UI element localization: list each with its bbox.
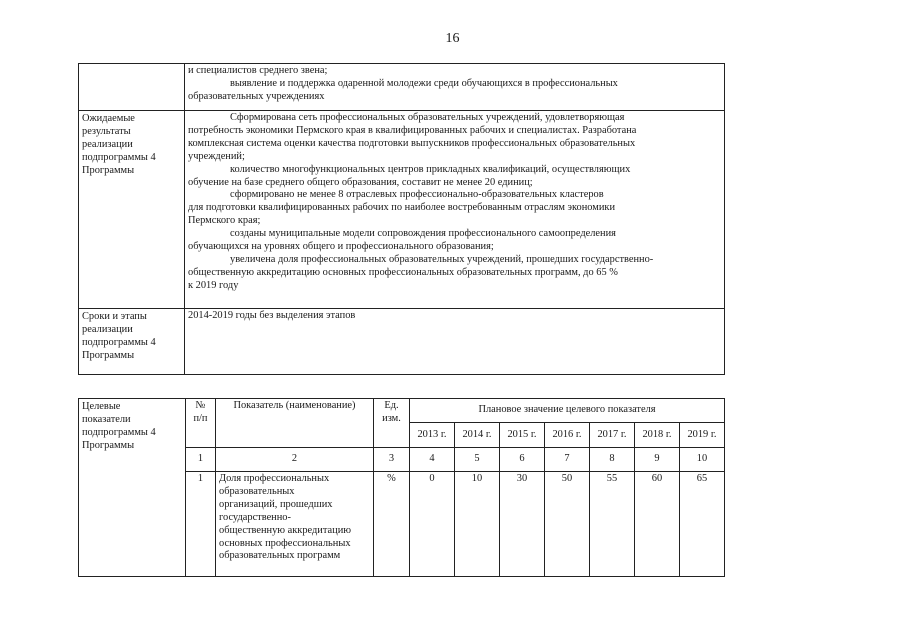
indicator-name <box>216 472 374 577</box>
unit-value: % <box>374 472 410 577</box>
indicator-line: образовательных <box>219 485 295 497</box>
column-number: 7 <box>545 448 590 472</box>
column-number: 3 <box>374 448 410 472</box>
expected-results-content <box>185 111 725 309</box>
column-number: 8 <box>590 448 635 472</box>
paragraph-line: к 2019 году <box>188 279 239 291</box>
paragraph-line: потребность экономики Пермского края в квалифицированных рабочих и специалистах. Разработана <box>188 124 637 136</box>
year-header: 2018 г. <box>635 423 680 448</box>
paragraph-line: выявление и поддержка одаренной молодежи среди обучающихся в профессиональных <box>230 77 618 89</box>
header-line: № <box>195 400 206 411</box>
paragraph-line: созданы муниципальные модели сопровождения профессионального самоопределения <box>230 228 616 240</box>
header-line: п/п <box>193 412 208 424</box>
header-line: изм. <box>382 412 401 424</box>
indicator-line: Доля профессиональных <box>219 473 330 484</box>
indicator-line: общественную аккредитацию <box>219 524 352 536</box>
header-num <box>186 399 216 448</box>
target-indicators-table <box>78 398 725 577</box>
indicator-line: образовательных программ <box>219 550 341 562</box>
paragraph-line: Пермского края; <box>188 215 261 227</box>
planned-value: 30 <box>500 472 545 577</box>
planned-value: 55 <box>590 472 635 577</box>
header-indicator: Показатель (наименование) <box>216 399 374 448</box>
paragraph-line: учреждений; <box>188 150 245 162</box>
planned-value: 65 <box>680 472 725 577</box>
paragraph-line: Сформирована сеть профессиональных образовательных учреждений, удовлетворяющая <box>230 112 625 123</box>
indicator-line: организаций, прошедших <box>219 498 333 510</box>
row-label-line: Целевые <box>82 401 121 412</box>
row-label-line: Программы <box>82 349 135 361</box>
year-header: 2014 г. <box>455 423 500 448</box>
paragraph-line: 2014-2019 годы без выделения этапов <box>188 310 356 321</box>
indicator-line: государственно- <box>219 511 291 523</box>
paragraph-line: образовательных учреждениях <box>188 90 325 102</box>
row-content-cell <box>185 64 725 111</box>
planned-value: 10 <box>455 472 500 577</box>
row-label-line: Программы <box>82 164 135 176</box>
column-number: 4 <box>410 448 455 472</box>
row-label-line: результаты <box>82 125 131 137</box>
paragraph-line: увеличена доля профессиональных образовательных учреждений, прошедших государственно- <box>230 253 654 265</box>
table-row <box>79 309 725 375</box>
row-label-line: Сроки и этапы <box>82 311 147 322</box>
row-label-line: реализации <box>82 138 133 150</box>
paragraph-line: для подготовки квалифицированных рабочих по наиболее востребованным отраслям экономики <box>188 202 616 214</box>
table-row <box>79 64 725 111</box>
planned-value: 60 <box>635 472 680 577</box>
row-label-line: подпрограммы 4 <box>82 336 156 348</box>
indicator-line: основных профессиональных <box>219 537 351 549</box>
year-header: 2017 г. <box>590 423 635 448</box>
column-number: 2 <box>216 448 374 472</box>
row-label-line: реализации <box>82 323 133 335</box>
paragraph-line: комплексная система оценки качества подготовки выпускников профессиональных образовательных <box>188 137 636 149</box>
year-header: 2013 г. <box>410 423 455 448</box>
paragraph-line: обучение на базе среднего общего образования, составит не менее 20 единиц; <box>188 176 533 188</box>
column-number: 9 <box>635 448 680 472</box>
subprogram-info-table <box>78 63 725 375</box>
row-label-line: подпрограммы 4 <box>82 426 156 438</box>
paragraph-line: обучающихся на уровнях общего и профессионального образования; <box>188 241 494 253</box>
row-label-cell <box>79 64 185 111</box>
header-planned-value: Плановое значение целевого показателя <box>410 399 725 423</box>
year-header: 2015 г. <box>500 423 545 448</box>
column-number: 6 <box>500 448 545 472</box>
page-number: 16 <box>445 31 460 46</box>
row-label-line: Ожидаемые <box>82 113 135 124</box>
paragraph-line: и специалистов среднего звена; <box>188 65 328 76</box>
target-indicators-label <box>79 399 186 577</box>
paragraph-line: количество многофункциональных центров прикладных квалификаций, осуществляющих <box>230 163 631 175</box>
row-label-line: показатели <box>82 413 131 425</box>
row-label-line: подпрограммы 4 <box>82 151 156 163</box>
row-label-line: Программы <box>82 439 135 451</box>
column-number: 5 <box>455 448 500 472</box>
year-header: 2016 г. <box>545 423 590 448</box>
paragraph-line: общественную аккредитацию основных профессиональных образовательных программ, до 65 % <box>188 266 618 278</box>
expected-results-label <box>79 111 185 309</box>
planned-value: 50 <box>545 472 590 577</box>
timeline-content <box>185 309 725 375</box>
timeline-label <box>79 309 185 375</box>
column-number: 1 <box>186 448 216 472</box>
paragraph-line: сформировано не менее 8 отраслевых профессионально-образовательных кластеров <box>230 189 604 201</box>
planned-value: 0 <box>410 472 455 577</box>
column-number: 10 <box>680 448 725 472</box>
row-number: 1 <box>186 472 216 577</box>
header-unit <box>374 399 410 448</box>
header-line: Ед. <box>384 400 399 411</box>
year-header: 2019 г. <box>680 423 725 448</box>
table-row <box>79 111 725 309</box>
